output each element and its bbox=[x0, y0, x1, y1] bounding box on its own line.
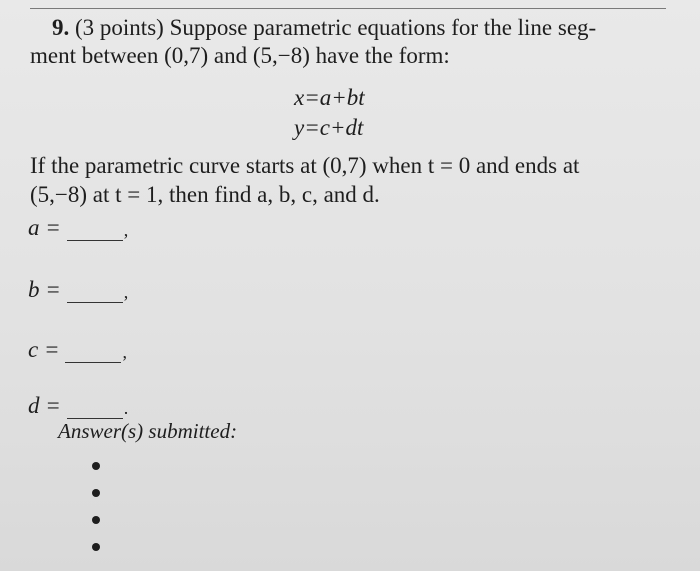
answer-c-row: c = , bbox=[28, 337, 127, 362]
top-divider bbox=[30, 8, 666, 9]
submitted-list bbox=[92, 462, 100, 570]
question-text-line3: If the parametric curve starts at (0,7) when t = 0 and ends at bbox=[30, 153, 580, 178]
answer-a-row: a = , bbox=[28, 215, 129, 240]
question-text-line2: ment between (0,7) and (5,−8) have the form: bbox=[30, 43, 450, 68]
answer-b-label: b = bbox=[28, 277, 61, 302]
question-text-line1: Suppose parametric equations for the line seg- bbox=[169, 15, 597, 40]
answer-c-input[interactable] bbox=[65, 346, 121, 363]
bullet-icon bbox=[92, 543, 100, 551]
bullet-icon bbox=[92, 462, 100, 470]
question-number: 9. bbox=[52, 15, 70, 40]
answer-d-row: d = . bbox=[28, 393, 129, 418]
bullet-icon bbox=[92, 489, 100, 497]
answer-c-label: c = bbox=[28, 337, 60, 362]
equation-y: y=c+dt bbox=[294, 115, 364, 140]
answer-a-input[interactable] bbox=[67, 224, 123, 241]
answer-d-input[interactable] bbox=[67, 402, 123, 419]
bullet-icon bbox=[92, 516, 100, 524]
answers-submitted-label: Answer(s) submitted: bbox=[58, 419, 238, 443]
question-text-line4: (5,−8) at t = 1, then find a, b, c, and d. bbox=[30, 182, 380, 207]
answer-a-label: a = bbox=[28, 215, 61, 240]
question-points: (3 points) bbox=[75, 15, 164, 40]
answer-d-label: d = bbox=[28, 393, 61, 418]
answer-b-row: b = , bbox=[28, 277, 129, 302]
equation-x: x=a+bt bbox=[294, 85, 365, 110]
question-header bbox=[52, 14, 596, 42]
answer-b-input[interactable] bbox=[67, 286, 123, 303]
